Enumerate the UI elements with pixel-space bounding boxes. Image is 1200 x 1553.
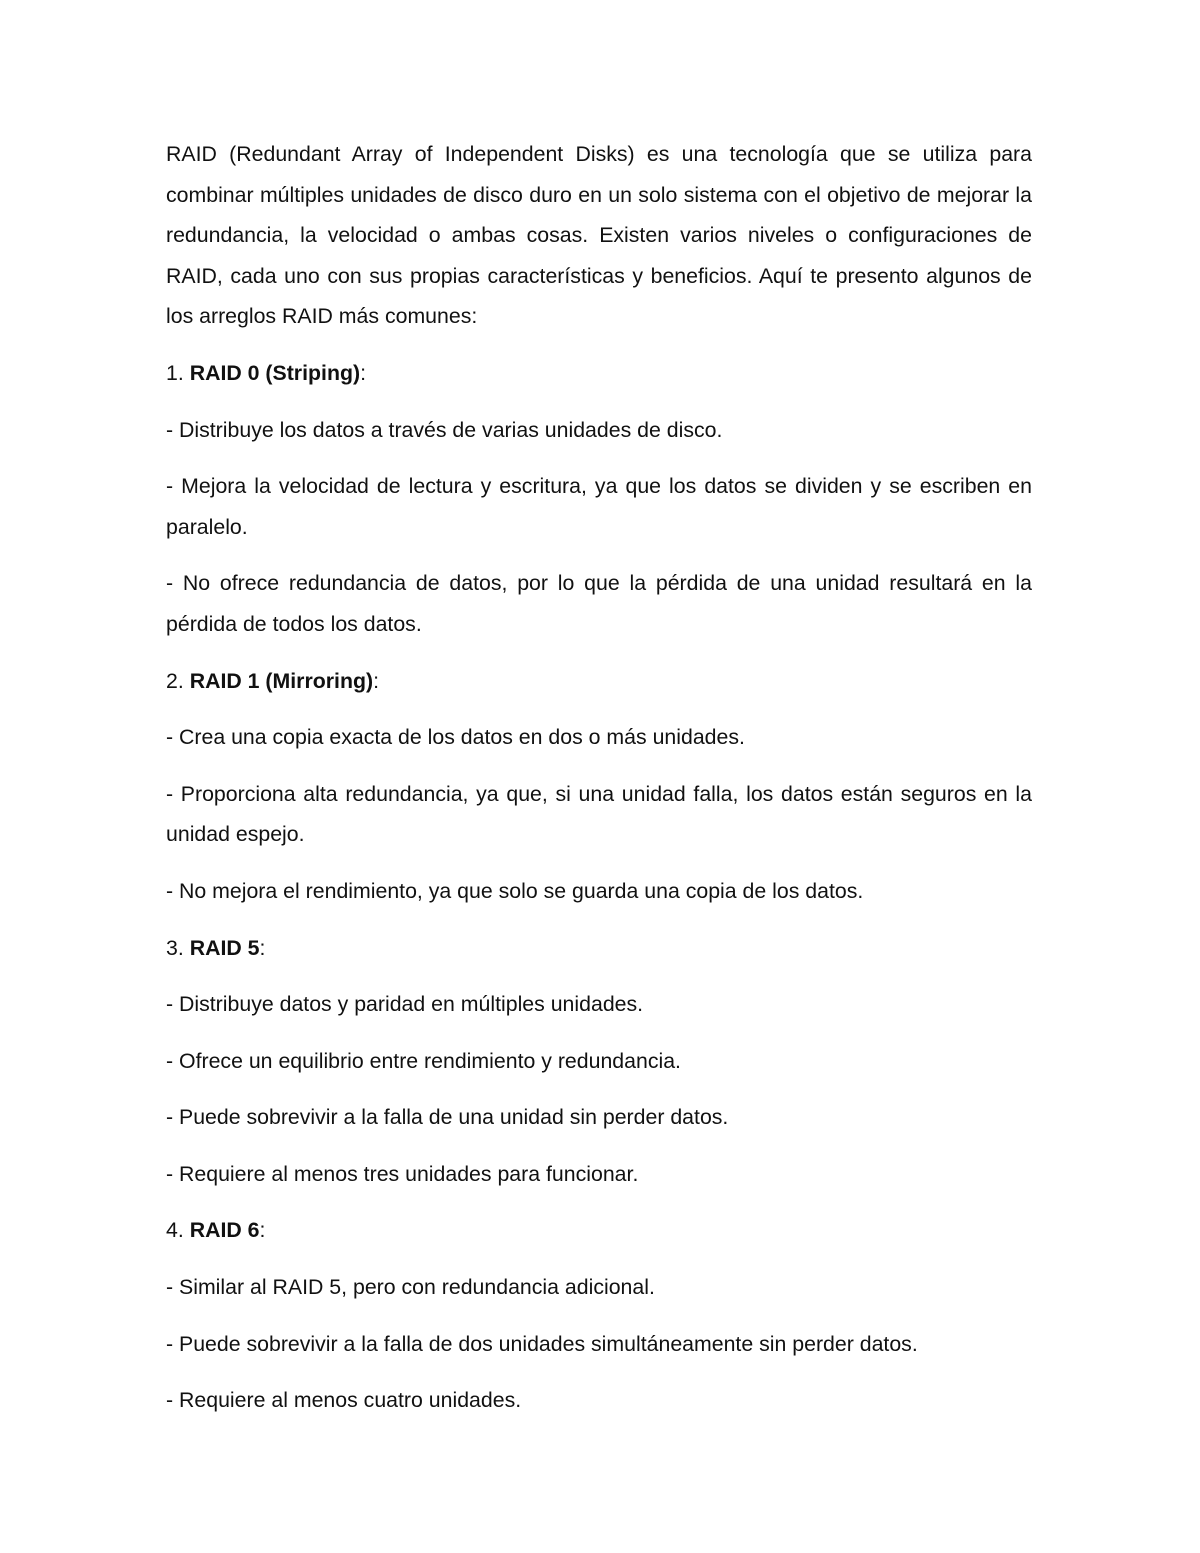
list-item: - Similar al RAID 5, pero con redundancia adicional. — [166, 1275, 655, 1300]
document-page — [166, 134, 1032, 1437]
section-title: RAID 1 (Mirroring) — [189, 668, 374, 693]
section-suffix: : — [360, 360, 366, 385]
list-item: - Puede sobrevivir a la falla de dos unidades simultáneamente sin perder datos. — [166, 1331, 918, 1356]
section-number: 3. — [166, 935, 190, 960]
section-heading-raid-0 — [166, 353, 1032, 394]
section-number: 4. — [166, 1218, 190, 1243]
section-suffix: : — [373, 668, 379, 693]
list-item: - Distribuye los datos a través de varias unidades de disco. — [166, 417, 723, 442]
section-title: RAID 0 (Striping) — [189, 360, 361, 385]
intro-paragraph: RAID (Redundant Array of Independent Disks) es una tecnología que se utiliza para combinar múltiples unidades de disco duro en un solo sistema con el objetivo de mejorar la redundancia, la velocidad o ambas cosas. Existen varios niveles o configuraciones de RAID, cada uno con sus propias características y beneficios. Aquí te presento algunos de los arreglos RAID más comunes: — [166, 142, 1032, 329]
section-heading-raid-5 — [166, 928, 1032, 969]
list-item: - Mejora la velocidad de lectura y escritura, ya que los datos se dividen y se escriben en paralelo. — [166, 474, 1032, 539]
section-title: RAID 5 — [189, 935, 260, 960]
list-item: - Proporciona alta redundancia, ya que, si una unidad falla, los datos están seguros en la unidad espejo. — [166, 781, 1032, 847]
list-item: - Requiere al menos tres unidades para funcionar. — [166, 1161, 639, 1186]
list-item: - Requiere al menos cuatro unidades. — [166, 1388, 522, 1413]
section-number: 1. — [166, 360, 190, 385]
list-item: - No ofrece redundancia de datos, por lo que la pérdida de una unidad resultará en la pérdida de todos los datos. — [166, 571, 1032, 636]
section-title: RAID 6 — [189, 1218, 260, 1243]
list-item: - Puede sobrevivir a la falla de una unidad sin perder datos. — [166, 1105, 729, 1130]
section-heading-raid-6 — [166, 1210, 1032, 1251]
section-heading-raid-1 — [166, 661, 1032, 702]
list-item: - No mejora el rendimiento, ya que solo se guarda una copia de los datos. — [166, 878, 864, 903]
section-suffix: : — [259, 935, 266, 960]
section-number: 2. — [166, 668, 190, 693]
section-suffix: : — [259, 1218, 266, 1243]
list-item: - Ofrece un equilibrio entre rendimiento y redundancia. — [166, 1048, 681, 1073]
list-item: - Distribuye datos y paridad en múltiples unidades. — [166, 992, 644, 1017]
list-item: - Crea una copia exacta de los datos en dos o más unidades. — [166, 725, 745, 750]
